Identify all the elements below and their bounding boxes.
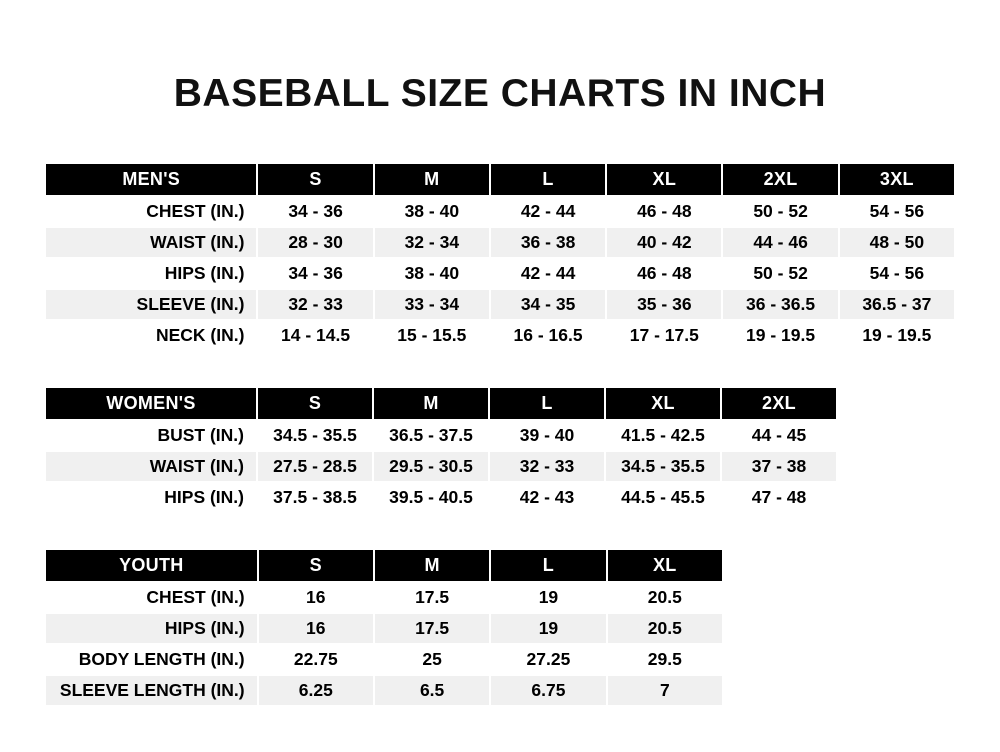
row-label: HIPS (IN.) [45,258,257,289]
cell-value: 17 - 17.5 [606,320,722,351]
womens-size-table [44,386,838,514]
mens-table-body [45,196,955,351]
womens-table-header [45,387,837,420]
cell-value: 36.5 - 37.5 [373,420,489,451]
cell-value: 37 - 38 [721,451,837,482]
cell-value: 6.5 [374,675,490,706]
cell-value: 19 - 19.5 [722,320,838,351]
cell-value: 19 [490,582,606,613]
mens-header-2xl: 2XL [722,163,838,196]
youth-header-m: M [374,549,490,582]
mens-header-l: L [490,163,606,196]
table-row [45,320,955,351]
cell-value: 32 - 33 [257,289,373,320]
row-label: NECK (IN.) [45,320,257,351]
cell-value: 34 - 36 [257,258,373,289]
size-tables-container [0,162,1000,707]
womens-header-l: L [489,387,605,420]
cell-value: 20.5 [607,613,723,644]
row-label: BUST (IN.) [45,420,257,451]
cell-value: 44 - 45 [721,420,837,451]
table-row [45,258,955,289]
mens-table-header [45,163,955,196]
cell-value: 19 [490,613,606,644]
table-row [45,196,955,227]
cell-value: 7 [607,675,723,706]
cell-value: 40 - 42 [606,227,722,258]
cell-value: 50 - 52 [722,258,838,289]
cell-value: 29.5 [607,644,723,675]
table-row [45,227,955,258]
table-row [45,420,837,451]
table-header-row [45,549,723,582]
cell-value: 54 - 56 [839,258,955,289]
row-label: SLEEVE (IN.) [45,289,257,320]
youth-header-label: YOUTH [45,549,258,582]
youth-table-header [45,549,723,582]
row-label: HIPS (IN.) [45,482,257,513]
youth-header-xl: XL [607,549,723,582]
cell-value: 42 - 43 [489,482,605,513]
cell-value: 28 - 30 [257,227,373,258]
row-label: WAIST (IN.) [45,227,257,258]
cell-value: 44 - 46 [722,227,838,258]
row-label: SLEEVE LENGTH (IN.) [45,675,258,706]
cell-value: 17.5 [374,613,490,644]
cell-value: 34 - 36 [257,196,373,227]
cell-value: 16 [258,582,374,613]
row-label: CHEST (IN.) [45,582,258,613]
cell-value: 15 - 15.5 [374,320,490,351]
row-label: BODY LENGTH (IN.) [45,644,258,675]
table-row [45,482,837,513]
cell-value: 32 - 33 [489,451,605,482]
cell-value: 50 - 52 [722,196,838,227]
mens-header-3xl: 3XL [839,163,955,196]
cell-value: 33 - 34 [374,289,490,320]
cell-value: 36.5 - 37 [839,289,955,320]
cell-value: 39 - 40 [489,420,605,451]
cell-value: 42 - 44 [490,258,606,289]
cell-value: 6.25 [258,675,374,706]
table-header-row [45,163,955,196]
mens-header-s: S [257,163,373,196]
cell-value: 6.75 [490,675,606,706]
youth-size-table [44,548,724,707]
mens-header-label: MEN'S [45,163,257,196]
mens-size-table [44,162,956,352]
cell-value: 42 - 44 [490,196,606,227]
cell-value: 36 - 38 [490,227,606,258]
cell-value: 34.5 - 35.5 [257,420,373,451]
cell-value: 44.5 - 45.5 [605,482,721,513]
table-row [45,582,723,613]
cell-value: 27.25 [490,644,606,675]
cell-value: 27.5 - 28.5 [257,451,373,482]
row-label: HIPS (IN.) [45,613,258,644]
womens-header-2xl: 2XL [721,387,837,420]
cell-value: 54 - 56 [839,196,955,227]
cell-value: 19 - 19.5 [839,320,955,351]
cell-value: 17.5 [374,582,490,613]
cell-value: 29.5 - 30.5 [373,451,489,482]
cell-value: 47 - 48 [721,482,837,513]
table-row [45,289,955,320]
mens-header-xl: XL [606,163,722,196]
cell-value: 34 - 35 [490,289,606,320]
table-row [45,451,837,482]
cell-value: 38 - 40 [374,196,490,227]
womens-table-body [45,420,837,513]
womens-header-m: M [373,387,489,420]
womens-header-xl: XL [605,387,721,420]
row-label: CHEST (IN.) [45,196,257,227]
cell-value: 46 - 48 [606,258,722,289]
cell-value: 41.5 - 42.5 [605,420,721,451]
cell-value: 32 - 34 [374,227,490,258]
page-title: BASEBALL SIZE CHARTS IN INCH [173,72,827,115]
cell-value: 25 [374,644,490,675]
table-row [45,675,723,706]
table-row [45,644,723,675]
cell-value: 37.5 - 38.5 [257,482,373,513]
youth-header-s: S [258,549,374,582]
womens-header-label: WOMEN'S [45,387,257,420]
cell-value: 14 - 14.5 [257,320,373,351]
mens-header-m: M [374,163,490,196]
row-label: WAIST (IN.) [45,451,257,482]
youth-header-l: L [490,549,606,582]
cell-value: 36 - 36.5 [722,289,838,320]
cell-value: 39.5 - 40.5 [373,482,489,513]
cell-value: 22.75 [258,644,374,675]
cell-value: 16 [258,613,374,644]
womens-header-s: S [257,387,373,420]
cell-value: 16 - 16.5 [490,320,606,351]
table-row [45,613,723,644]
cell-value: 20.5 [607,582,723,613]
cell-value: 48 - 50 [839,227,955,258]
cell-value: 35 - 36 [606,289,722,320]
table-header-row [45,387,837,420]
cell-value: 38 - 40 [374,258,490,289]
cell-value: 34.5 - 35.5 [605,451,721,482]
cell-value: 46 - 48 [606,196,722,227]
youth-table-body [45,582,723,706]
